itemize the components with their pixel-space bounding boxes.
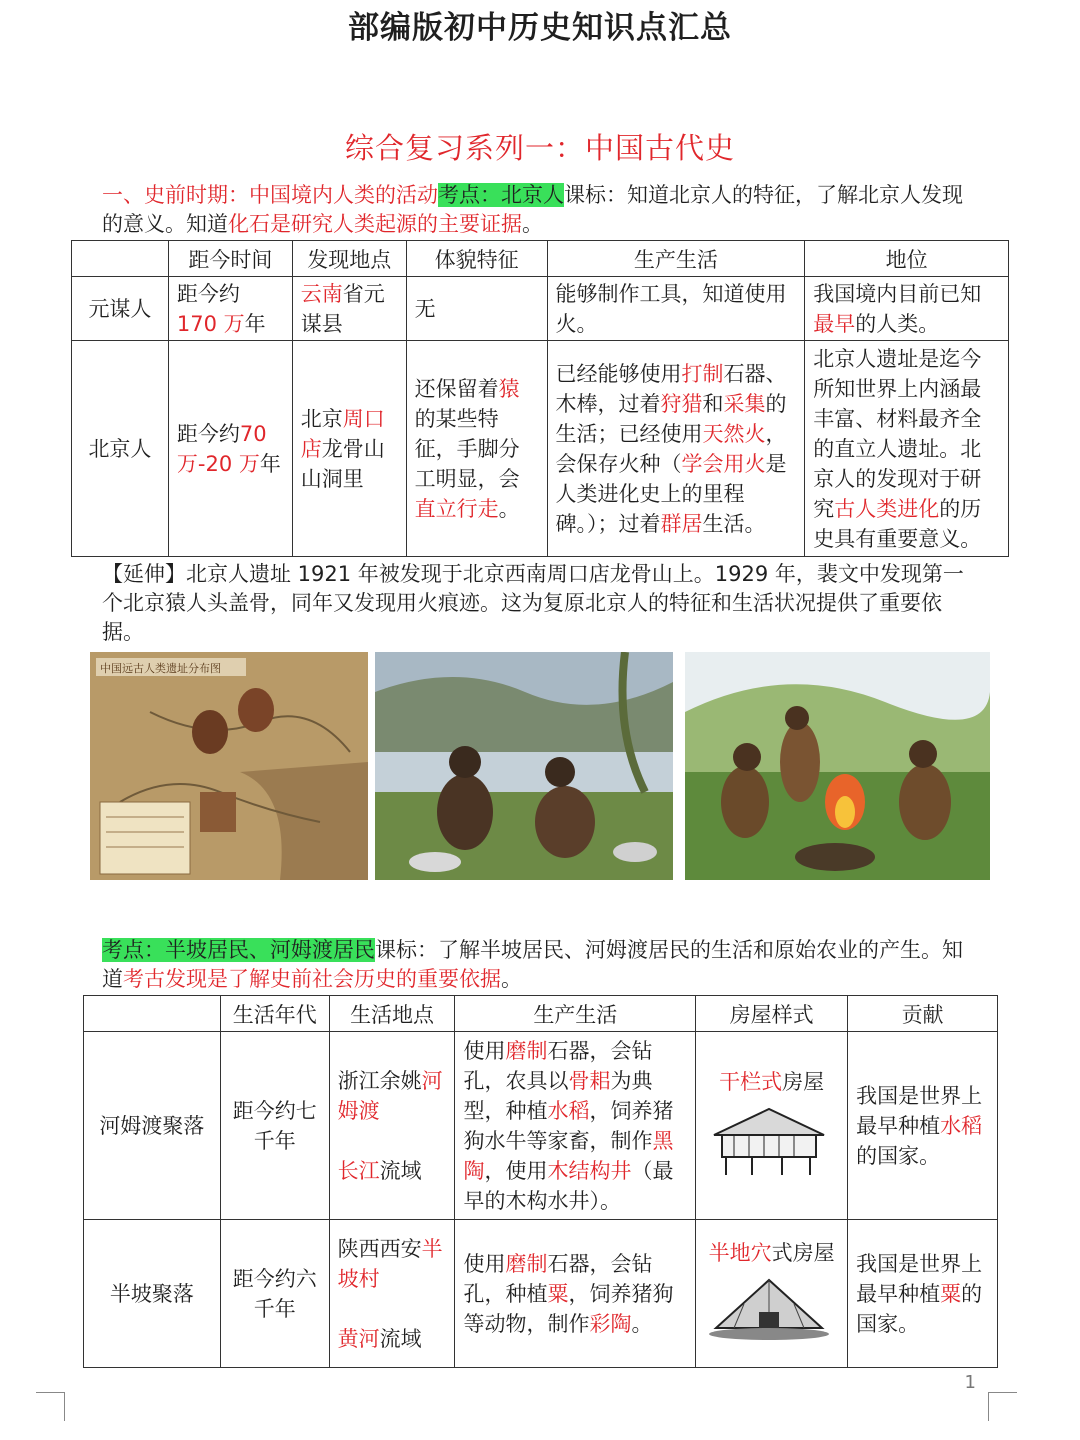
row-time: 距今约 170 万年 [168,277,292,341]
header-feature: 体貌特征 [406,241,547,277]
map-image [90,652,368,880]
section2-emphasis: 考古发现是了解史前社会历史的重要依据 [123,967,501,991]
row-life: 使用磨制石器，会钻孔，种植粟，饲养猪狗等动物，制作彩陶。 [455,1220,696,1368]
row-feature: 无 [406,277,547,341]
section1-kebiao: 课标：知道北京人的特征，了解北京人发现的意义。知道 [102,183,963,236]
row-place: 北京周口店龙骨山山洞里 [292,341,406,557]
row-time: 距今约70万-20 万年 [168,341,292,557]
section1-intro: 一、史前时期：中国境内人类的活动考点：北京人课标：知道北京人的特征，了解北京人发现的意义。知道化石是研究人类起源的主要证据。 [102,183,963,236]
row-life: 能够制作工具，知道使用火。 [547,277,805,341]
peking-man-painting [375,652,673,880]
row-life: 已经能够使用打制石器、木棒，过着狩猎和采集的生活；已经使用天然火，会保存火种（学会用火是人类进化史上的里程碑。）；过着群居生活。 [547,341,805,557]
row-feature: 还保留着猿的某些特征，手脚分工明显，会直立行走。 [406,341,547,557]
section1-kaodian: 考点：北京人 [438,183,564,207]
table-row [72,341,1009,557]
row-name: 北京人 [72,341,169,557]
header-life: 生产生活 [547,241,805,277]
row-name: 半坡聚落 [84,1220,221,1368]
row-status: 我国境内目前已知最早的人类。 [805,277,1009,341]
table-header-row [72,241,1009,277]
section2-intro: 考点：半坡居民、河姆渡居民课标：了解半坡居民、河姆渡居民的生活和原始农业的产生。知道考古发现是了解史前社会历史的重要依据。 [102,938,963,991]
table-prehistoric-humans [71,240,1009,557]
row-status: 北京人遗址是迄今所知世界上内涵最丰富、材料最齐全的直立人遗址。北京人的发现对于研究古人类进化的历史具有重要意义。 [805,341,1009,557]
row-place: 云南省元谋县 [292,277,406,341]
corner-mark-left [36,1392,65,1421]
row-house: 半地穴式房屋 [696,1220,848,1368]
map-illustration [90,652,368,880]
row-era: 距今约七千年 [220,1032,329,1220]
pit-house-icon [704,1276,834,1342]
row-contribution: 我国是世界上最早种植粟的国家。 [848,1220,998,1368]
section1-emphasis: 化石是研究人类起源的主要证据 [228,212,522,236]
row-location: 浙江余姚河姆渡 长江流域 [329,1032,455,1220]
table-header-row [84,996,998,1032]
table-row [84,1032,998,1220]
extension-text: 【延伸】北京人遗址 1921 年被发现于北京西南周口店龙骨山上。1929 年，裴文中发现第一个北京猿人头盖骨，同年又发现用火痕迹。这为复原北京人的特征和生活状况提供了重要依据。 [102,562,964,644]
page-number: 1 [964,1372,976,1393]
header-location: 生活地点 [329,996,455,1032]
series-title: 综合复习系列一：中国古代史 [344,131,735,165]
section1-title: 一、史前时期：中国境内人类的活动 [102,183,438,207]
row-location: 陕西西安半坡村 黄河流域 [329,1220,455,1368]
fire-gathering-painting [685,652,990,880]
page-title: 部编版初中历史知识点汇总 [348,10,732,46]
corner-mark-right [988,1392,1017,1421]
table-row [84,1220,998,1368]
section2-kaodian: 考点：半坡居民、河姆渡居民 [102,938,375,962]
header-time: 距今时间 [168,241,292,277]
row-life: 使用磨制石器，会钻孔，农具以骨耜为典型，种植水稻，饲养猪狗水牛等家畜，制作黑陶，使用木结构井（最早的木构水井）。 [455,1032,696,1220]
header-status: 地位 [805,241,1009,277]
header-place: 发现地点 [292,241,406,277]
row-name: 河姆渡聚落 [84,1032,221,1220]
header-era: 生活年代 [220,996,329,1032]
row-house: 干栏式房屋 [696,1032,848,1220]
section2-kebiao: 课标：了解半坡居民、河姆渡居民的生活和原始农业的产生。知道 [102,938,963,991]
table-neolithic-settlements [83,995,998,1368]
header-contribution: 贡献 [848,996,998,1032]
table-row [72,277,1009,341]
stilt-house-icon [704,1105,834,1177]
row-contribution: 我国是世界上最早种植水稻的国家。 [848,1032,998,1220]
header-house: 房屋样式 [696,996,848,1032]
svg-text:中国远古人类遗址分布图: 中国远古人类遗址分布图 [100,662,221,675]
row-era: 距今约六千年 [220,1220,329,1368]
row-name: 元谋人 [72,277,169,341]
header-life: 生产生活 [455,996,696,1032]
